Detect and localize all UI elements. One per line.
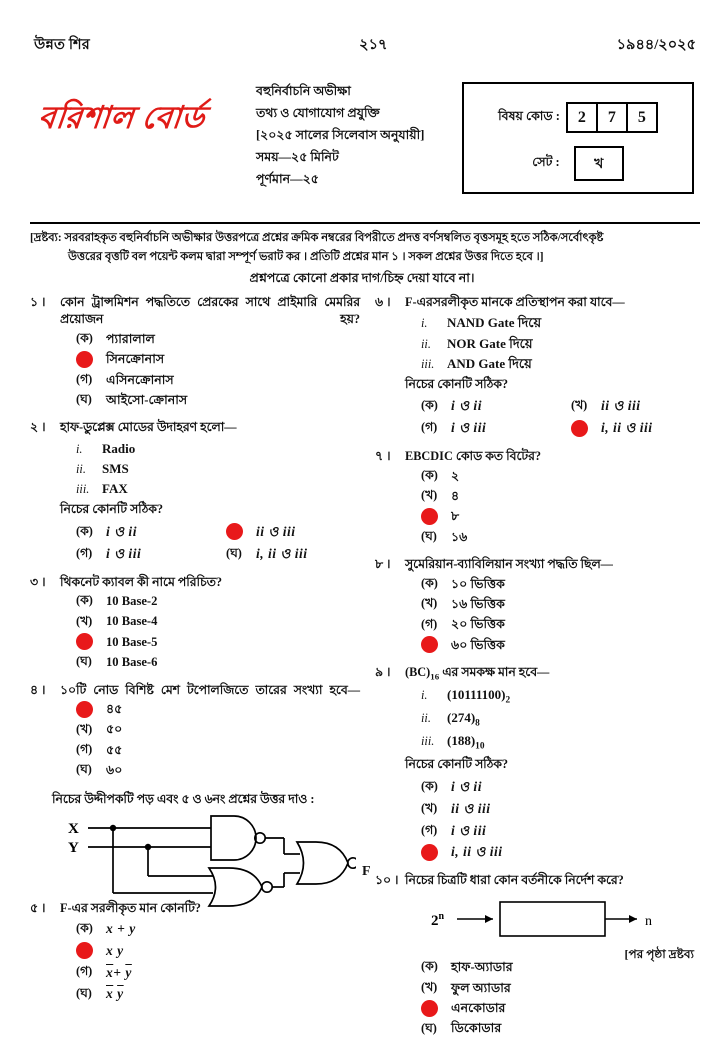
option-value: i ও ii — [451, 398, 482, 414]
question-text: ১০টি নোড বিশিষ্ট মেশ টপোলজিতে তারের সংখ্যা হবে— — [60, 682, 360, 697]
question-9 — [375, 664, 710, 863]
options-list — [76, 918, 360, 1005]
option-label: (খ) — [421, 979, 438, 994]
option-label: (ক) — [421, 398, 438, 413]
question-number: ৩ । — [30, 574, 46, 589]
option-value: i ও iii — [451, 420, 487, 436]
option-label: (খ) — [76, 721, 93, 736]
roman-label: i. — [76, 441, 83, 456]
exam-time: সময়—২৫ মিনিট — [256, 150, 339, 164]
exam-meta-block — [256, 80, 424, 190]
filled-bubble-icon — [76, 633, 93, 650]
slogan-text: উন্নত শির — [34, 37, 90, 53]
question-column-left — [30, 294, 371, 1014]
instruction-line-2: উত্তরের বৃত্তটি বল পয়েন্ট কলম দ্বারা সম্পূর্ণ ভরাট কর । প্রতিটি প্রশ্নের মান ১ । সকল প্রশ্নের উত্তর দিতে হবে ।] — [68, 251, 544, 263]
roman-value: AND Gate দিয়ে — [447, 355, 532, 371]
option-label: (গ) — [76, 742, 93, 756]
roman-item — [421, 685, 710, 708]
board-logo: বরিশাল বোর্ড — [36, 100, 207, 135]
option-label: (ঘ) — [76, 392, 92, 407]
question-text: কোন ট্রান্সমিশন পদ্ধতিতে প্রেরকের সাথে প্রাইমারি মেমরির প্রয়োজন হয়? — [60, 295, 360, 327]
top-header-row — [34, 34, 696, 58]
option-item-selected[interactable] — [421, 506, 710, 526]
question-1 — [30, 294, 360, 410]
question-text: নিচের চিত্রটি ধারা কোন বর্তনীকে নির্দেশ করে? — [405, 873, 624, 888]
question-2 — [30, 419, 360, 564]
set-value-box: খ — [574, 146, 624, 181]
option-item[interactable] — [421, 978, 710, 998]
option-value: আইসো-ক্রোনাস — [106, 393, 188, 408]
options-list — [76, 329, 360, 411]
question-text — [405, 664, 710, 683]
options-list — [76, 591, 360, 673]
q9-text-rest: এর সমকক্ষ মান হবে— — [439, 665, 550, 680]
roman-label: ii. — [421, 711, 431, 726]
stimulus-instruction: নিচের উদ্দীপকটি পড় এবং ৫ ও ৬নং প্রশ্নের উত্তর দাও : — [52, 791, 315, 806]
footer-next-page-note: [পর পৃষ্ঠা দ্রষ্টব্য — [624, 947, 694, 961]
option-label: (ক) — [421, 778, 438, 793]
option-value: ফুল অ্যাডার — [451, 980, 511, 995]
option-value-overlined: $\overline{x}$ $\overline{y}$ — [106, 986, 124, 1002]
diagram-input-label: 2$^n$ — [431, 910, 445, 929]
circuit-input-x-label: X — [68, 821, 79, 837]
option-value: 10 Base-6 — [106, 655, 158, 670]
option-item[interactable] — [421, 486, 710, 506]
subject-code-label: বিষয় কোড : — [498, 108, 560, 123]
roman-item — [421, 313, 710, 333]
option-label: (ক) — [421, 467, 438, 482]
encoder-block-diagram — [405, 896, 710, 951]
option-value: i, ii ও iii — [601, 420, 653, 436]
roman-items — [76, 439, 360, 499]
option-label: (গ) — [421, 822, 438, 837]
option-value-overlined: $\overline{x}+ \overline{y}$ — [106, 964, 132, 980]
options-list — [421, 957, 710, 1039]
instructions-block — [30, 229, 700, 267]
option-item-selected[interactable] — [421, 841, 710, 863]
q9-hex-value: (BC) — [405, 665, 431, 680]
question-7 — [375, 448, 710, 547]
option-value: i, ii ও iii — [451, 844, 503, 860]
roman-label: iii. — [421, 356, 435, 371]
option-value: ৮ — [451, 509, 460, 524]
option-item-selected[interactable] — [571, 417, 710, 439]
roman-value: SMS — [102, 461, 129, 477]
options-list — [421, 466, 710, 548]
option-label: (ঘ) — [421, 528, 437, 543]
option-item[interactable] — [76, 719, 360, 739]
roman-base: (274) — [447, 710, 476, 726]
question-3 — [30, 574, 360, 673]
option-item-selected[interactable] — [421, 998, 710, 1018]
option-label: (ক) — [76, 593, 93, 608]
option-label: (ক) — [421, 575, 438, 590]
subject-code-digit: 5 — [626, 102, 658, 133]
roman-item — [76, 459, 360, 479]
roman-item — [76, 479, 360, 499]
option-value: i, ii ও iii — [256, 545, 308, 561]
question-6 — [375, 294, 710, 439]
options-list — [421, 574, 710, 656]
option-item[interactable] — [421, 820, 710, 842]
option-value: হাফ-অ্যাডার — [451, 960, 513, 975]
roman-item — [421, 708, 710, 731]
roman-item — [76, 439, 360, 459]
option-item[interactable] — [76, 591, 360, 611]
which-correct-prompt: নিচের কোনটি সঠিক? — [405, 757, 509, 772]
options-list — [76, 699, 360, 781]
question-8 — [375, 556, 710, 655]
option-item-selected[interactable] — [76, 632, 360, 652]
which-correct-prompt: নিচের কোনটি সঠিক? — [405, 376, 509, 391]
question-5 — [30, 900, 360, 1005]
exam-type: বহুনির্বাচনি অভীক্ষা — [256, 84, 351, 98]
option-label: (ঘ) — [226, 545, 242, 560]
option-item[interactable] — [76, 390, 360, 410]
option-value: ii ও iii — [451, 800, 491, 816]
option-value: x y — [106, 942, 124, 958]
option-item[interactable] — [421, 798, 710, 820]
option-value: ৫০ — [106, 722, 123, 737]
option-label: (খ) — [421, 596, 438, 611]
question-number: ৫ । — [30, 901, 46, 916]
option-label: (ক) — [76, 331, 93, 346]
option-item-selected[interactable] — [76, 349, 360, 369]
roman-item — [421, 334, 710, 354]
option-value: 10 Base-5 — [106, 634, 158, 649]
question-number: ৪ । — [30, 682, 46, 697]
options-list — [76, 521, 360, 565]
roman-value — [447, 708, 480, 731]
option-value: x + y — [106, 920, 136, 936]
option-label: (ক) — [421, 959, 438, 974]
question-text: সুমেরিয়ান-ব্যাবিলিয়ান সংখ্যা পদ্ধতি ছিল— — [405, 557, 613, 572]
filled-bubble-icon — [76, 942, 93, 959]
subject-code-box — [462, 82, 694, 194]
option-item[interactable] — [76, 370, 360, 390]
option-value: এনকোডার — [451, 1000, 506, 1015]
question-number: ১০ । — [375, 873, 399, 888]
junction-dot — [145, 844, 151, 850]
option-value: ৪৫ — [106, 701, 123, 716]
option-item[interactable] — [76, 611, 360, 631]
roman-item — [421, 731, 710, 754]
filled-bubble-icon — [76, 701, 93, 718]
question-column-right — [375, 294, 710, 1048]
roman-items — [421, 313, 710, 373]
option-item-selected[interactable] — [421, 635, 710, 655]
exam-subject: তথ্য ও যোগাযোগ প্রযুক্তি — [256, 106, 380, 120]
option-item[interactable] — [76, 329, 360, 349]
option-value: ৬০ ভিত্তিক — [451, 637, 505, 652]
option-item[interactable] — [421, 466, 710, 486]
filled-bubble-icon — [421, 844, 438, 861]
roman-value: Radio — [102, 440, 136, 456]
question-text: থিকনেট ক্যাবল কী নামে পরিচিত? — [60, 574, 223, 589]
option-value: ডিকোডার — [451, 1021, 502, 1036]
option-value: ii ও iii — [601, 398, 641, 414]
which-correct-prompt: নিচের কোনটি সঠিক? — [60, 502, 164, 517]
option-item[interactable] — [421, 574, 710, 594]
no-marks-notice: প্রশ্নপত্রে কোনো প্রকার দাগ/চিহ্ন দেয়া যাবে না। — [249, 271, 475, 285]
option-value: ২০ ভিত্তিক — [451, 617, 505, 632]
roman-items — [421, 685, 710, 754]
option-item[interactable] — [421, 417, 571, 439]
option-label: (খ) — [571, 398, 588, 413]
question-text: হাফ-ডুপ্লেক্স মোডের উদাহরণ হলো— — [60, 420, 237, 435]
question-text: F-এর সরলীকৃত মান কোনটি? — [60, 901, 201, 916]
option-value: ৬০ — [106, 763, 123, 778]
question-number: ৬ । — [375, 295, 391, 309]
option-label: (গ) — [421, 616, 438, 631]
exam-syllabus: [২০২৫ সালের সিলেবাস অনুযায়ী] — [256, 128, 425, 142]
option-item[interactable] — [226, 543, 360, 565]
subject-code-digit: 2 — [566, 102, 598, 133]
set-row — [464, 146, 692, 181]
option-item[interactable] — [421, 1018, 710, 1038]
options-list — [421, 776, 710, 863]
q9-hex-subscript: 16 — [430, 671, 440, 682]
roman-value: NAND Gate দিয়ে — [447, 315, 542, 331]
roman-subscript: 2 — [505, 695, 511, 706]
option-label: (ঘ) — [76, 986, 92, 1001]
option-item[interactable] — [76, 740, 360, 760]
question-number: ৯ । — [375, 665, 391, 680]
option-item-selected[interactable] — [76, 699, 360, 719]
option-item-selected[interactable] — [226, 521, 360, 543]
option-value: ১০ ভিত্তিক — [451, 576, 505, 591]
option-value: 10 Base-4 — [106, 614, 158, 629]
diagram-output-label: n — [645, 913, 652, 929]
option-item[interactable] — [76, 983, 360, 1005]
filled-bubble-icon — [421, 1000, 438, 1017]
option-item-selected[interactable] — [76, 940, 360, 962]
subject-code-digit: 7 — [596, 102, 628, 133]
question-number: ৭ । — [375, 449, 391, 464]
instruction-line-1: [দ্রষ্টব্য: সরবরাহকৃত বহুনির্বাচনি অভীক্ষার উত্তরপত্রে প্রশ্নের ক্রমিক নম্বরের বিপরীতে প্রদত্ত বর্ণসম্বলিত বৃত্তসমূহ হতে সঠিক/সর্বোৎকৃষ্ট — [30, 232, 604, 244]
option-value: ৫৫ — [106, 742, 123, 757]
option-value: সিনক্রোনাস — [106, 352, 165, 367]
roman-subscript: 8 — [475, 718, 480, 729]
question-text: EBCDIC কোড কত বিটের? — [405, 449, 542, 464]
encoder-diagram-svg — [405, 896, 665, 946]
option-value: ii ও iii — [256, 523, 296, 539]
option-item[interactable] — [76, 521, 226, 543]
option-item[interactable] — [421, 395, 571, 417]
header-divider — [30, 222, 700, 224]
roman-value: NOR Gate দিয়ে — [447, 335, 533, 351]
roman-subscript: 10 — [475, 741, 485, 752]
option-item[interactable] — [421, 614, 710, 634]
logic-circuit-diagram: X Y F — [66, 814, 360, 882]
roman-value: FAX — [102, 481, 128, 497]
option-label: (ঘ) — [76, 654, 92, 669]
paper-code: ১৯৪৪/২০২৫ — [616, 37, 696, 53]
option-item[interactable] — [421, 776, 710, 798]
roman-label: ii. — [76, 462, 86, 477]
option-label: (ক) — [76, 920, 93, 935]
junction-dot — [110, 825, 116, 831]
option-value: 10 Base-2 — [106, 593, 158, 608]
roman-item — [421, 354, 710, 374]
option-label: (খ) — [421, 488, 438, 503]
option-value: এসিনক্রোনাস — [106, 372, 174, 387]
option-value: i ও iii — [451, 822, 487, 838]
exam-marks: পূর্ণমান—২৫ — [256, 172, 319, 186]
options-list — [421, 395, 710, 439]
filled-bubble-icon — [571, 420, 588, 437]
option-label: (খ) — [76, 613, 93, 628]
option-item[interactable] — [76, 962, 360, 984]
filled-bubble-icon — [226, 523, 243, 540]
question-4 — [30, 682, 360, 781]
roman-label: iii. — [421, 734, 435, 749]
option-value: ১৬ ভিত্তিক — [451, 596, 505, 611]
option-value: ২ — [451, 468, 460, 483]
filled-bubble-icon — [421, 636, 438, 653]
option-label: (গ) — [421, 420, 438, 435]
roman-label: i. — [421, 688, 428, 703]
circuit-input-y-label: Y — [68, 840, 79, 856]
option-label: (ঘ) — [421, 1020, 437, 1035]
option-label: (ক) — [76, 523, 93, 538]
option-item[interactable] — [421, 594, 710, 614]
option-value: ১৬ — [451, 529, 468, 544]
roman-value — [447, 685, 510, 708]
roman-base: (188) — [447, 733, 476, 749]
question-number: ১ । — [30, 295, 46, 309]
roman-label: ii. — [421, 336, 431, 351]
option-value: i ও ii — [451, 778, 482, 794]
question-text: F-এরসরলীকৃত মানকে প্রতিস্থাপন করা যাবে— — [405, 295, 625, 309]
option-item[interactable] — [76, 652, 360, 672]
option-item[interactable] — [76, 760, 360, 780]
option-value: প্যারালাল — [106, 331, 155, 346]
filled-bubble-icon — [76, 351, 93, 368]
subject-code-digits — [568, 102, 658, 133]
option-label: (গ) — [76, 371, 93, 386]
filled-bubble-icon — [421, 508, 438, 525]
question-number: ৮ । — [375, 557, 391, 572]
option-value: i ও ii — [106, 523, 137, 539]
option-item[interactable] — [421, 527, 710, 547]
exam-header — [34, 80, 696, 210]
option-label: (খ) — [421, 800, 438, 815]
roman-label: iii. — [76, 482, 90, 497]
roman-value — [447, 731, 485, 754]
option-item[interactable] — [76, 918, 360, 940]
option-label: (ঘ) — [76, 762, 92, 777]
question-number: ২ । — [30, 420, 46, 435]
page-number: ২১৭ — [359, 37, 388, 53]
option-label: (গ) — [76, 964, 93, 979]
option-value: i ও iii — [106, 545, 142, 561]
option-label: (গ) — [76, 545, 93, 560]
option-value: ৪ — [451, 488, 460, 503]
option-item[interactable] — [76, 543, 226, 565]
roman-label: i. — [421, 316, 428, 331]
subject-code-row — [464, 102, 692, 133]
roman-base: (10111100) — [447, 687, 506, 703]
set-label: সেট : — [532, 154, 560, 169]
option-item[interactable] — [571, 395, 710, 417]
